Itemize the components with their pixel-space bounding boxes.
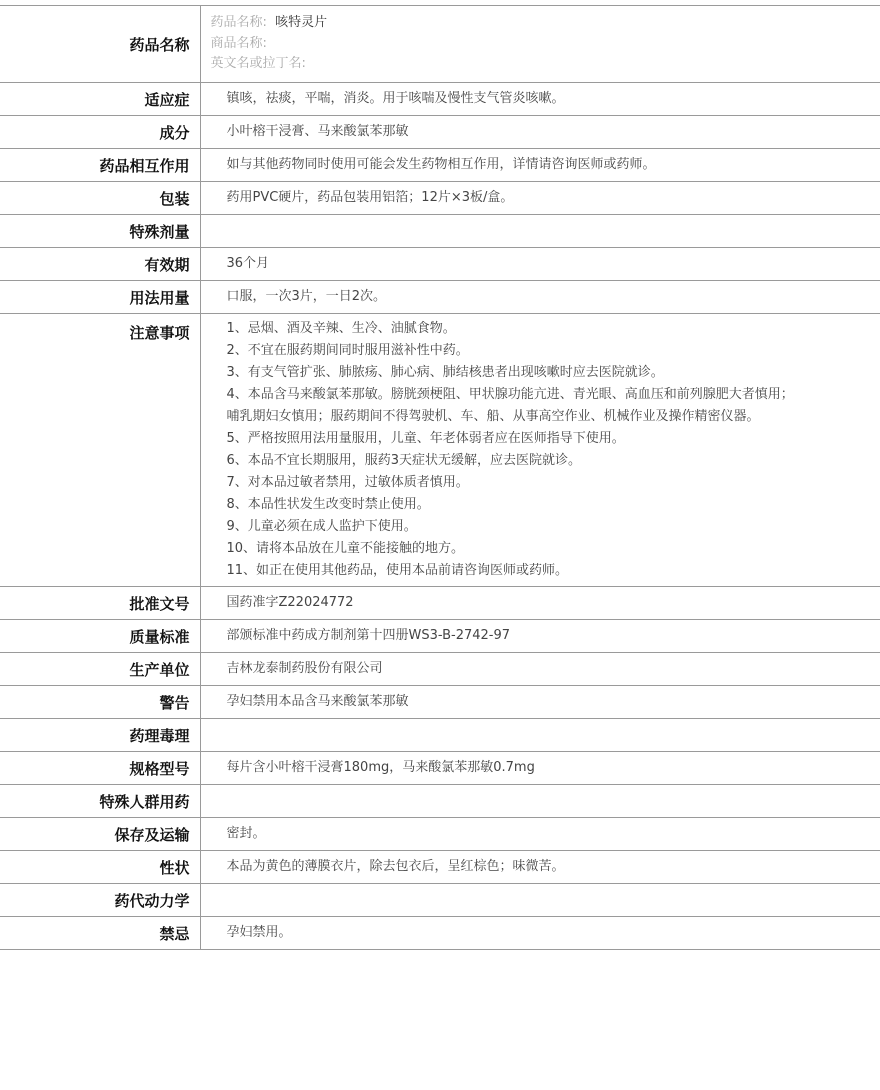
row-warning (0, 686, 880, 719)
english-name-line (211, 54, 880, 75)
precaution-item: 5、严格按照用法用量服用，儿童、年老体弱者应在医师指导下使用。 (226, 431, 625, 446)
label-approval: 批准文号 (0, 587, 200, 620)
value-toxicology (200, 719, 880, 752)
value-name-block (200, 6, 880, 83)
label-usage: 用法用量 (0, 281, 200, 314)
value-package: 药用PVC硬片，药品包装用铝箔；12片×3板/盒。 (200, 182, 880, 215)
label-contraindications: 禁忌 (0, 917, 200, 950)
english-name-caption: 英文名或拉丁名: (210, 56, 306, 72)
value-indication: 镇咳，祛痰，平喘，消炎。用于咳喘及慢性支气管炎咳嗽。 (200, 83, 880, 116)
precaution-item: 3、有支气管扩张、肺脓疡、肺心病、肺结核患者出现咳嗽时应去医院就诊。 (226, 365, 664, 380)
value-usage: 口服，一次3片，一日2次。 (200, 281, 880, 314)
value-standard: 部颁标准中药成方制剂第十四册WS3-B-2742-97 (200, 620, 880, 653)
label-manufacturer: 生产单位 (0, 653, 200, 686)
value-contraindications: 孕妇禁用。 (200, 917, 880, 950)
trade-name-line (211, 34, 880, 55)
row-validity (0, 248, 880, 281)
label-storage: 保存及运输 (0, 818, 200, 851)
drug-name-caption: 药品名称: (210, 15, 267, 31)
value-precautions (200, 314, 880, 587)
label-drug-name: 药品名称 (0, 6, 200, 83)
row-standard (0, 620, 880, 653)
row-package (0, 182, 880, 215)
value-manufacturer: 吉林龙泰制药股份有限公司 (200, 653, 880, 686)
label-pharmacokinetics: 药代动力学 (0, 884, 200, 917)
precaution-item: 10、请将本品放在儿童不能接触的地方。 (226, 541, 465, 556)
row-pharmacokinetics (0, 884, 880, 917)
value-warning: 孕妇禁用本品含马来酸氯苯那敏 (200, 686, 880, 719)
value-ingredients: 小叶榕干浸膏、马来酸氯苯那敏 (200, 116, 880, 149)
label-specification: 规格型号 (0, 752, 200, 785)
value-storage: 密封。 (200, 818, 880, 851)
value-validity: 36个月 (200, 248, 880, 281)
value-approval: 国药准字Z22024772 (200, 587, 880, 620)
precaution-item: 8、本品性状发生改变时禁止使用。 (226, 497, 430, 512)
label-warning: 警告 (0, 686, 200, 719)
precaution-item: 4、本品含马来酸氯苯那敏。膀胱颈梗阻、甲状腺功能亢进、青光眼、高血压和前列腺肥大者慎用；哺乳期妇女慎用；服药期间不得驾驶机、车、船、从事高空作业、机械作业及操作精密仪器。 (226, 387, 794, 424)
row-storage (0, 818, 880, 851)
row-contraindications (0, 917, 880, 950)
row-ingredients (0, 116, 880, 149)
label-precautions: 注意事项 (0, 314, 200, 587)
row-manufacturer (0, 653, 880, 686)
value-interaction: 如与其他药物同时使用可能会发生药物相互作用，详情请咨询医师或药师。 (200, 149, 880, 182)
row-indication (0, 83, 880, 116)
value-specification: 每片含小叶榕干浸膏180mg，马来酸氯苯那敏0.7mg (200, 752, 880, 785)
row-appearance (0, 851, 880, 884)
trade-name-caption: 商品名称: (210, 35, 267, 51)
row-precautions (0, 314, 880, 587)
value-pharmacokinetics (200, 884, 880, 917)
label-appearance: 性状 (0, 851, 200, 884)
row-interaction (0, 149, 880, 182)
label-special-dosage: 特殊剂量 (0, 215, 200, 248)
precaution-item: 9、儿童必须在成人监护下使用。 (226, 519, 417, 534)
label-validity: 有效期 (0, 248, 200, 281)
precaution-item: 2、不宜在服药期间同时服用滋补性中药。 (226, 343, 469, 358)
label-indication: 适应症 (0, 83, 200, 116)
label-ingredients: 成分 (0, 116, 200, 149)
drug-name-value: 咳特灵片 (275, 15, 328, 31)
drug-info-table (0, 5, 880, 950)
row-special-dosage (0, 215, 880, 248)
row-toxicology (0, 719, 880, 752)
label-package: 包装 (0, 182, 200, 215)
value-special-groups (200, 785, 880, 818)
drug-name-line (211, 13, 880, 34)
row-special-groups (0, 785, 880, 818)
precaution-item: 11、如正在使用其他药品，使用本品前请咨询医师或药师。 (226, 563, 569, 578)
row-approval (0, 587, 880, 620)
label-special-groups: 特殊人群用药 (0, 785, 200, 818)
row-specification (0, 752, 880, 785)
label-interaction: 药品相互作用 (0, 149, 200, 182)
label-toxicology: 药理毒理 (0, 719, 200, 752)
precaution-item: 6、本品不宜长期服用，服药3天症状无缓解，应去医院就诊。 (226, 453, 582, 468)
value-special-dosage (200, 215, 880, 248)
precaution-item: 1、忌烟、酒及辛辣、生冷、油腻食物。 (226, 321, 456, 336)
label-standard: 质量标准 (0, 620, 200, 653)
value-appearance: 本品为黄色的薄膜衣片，除去包衣后，呈红棕色；味微苦。 (200, 851, 880, 884)
row-drug-name (0, 6, 880, 83)
precaution-item: 7、对本品过敏者禁用，过敏体质者慎用。 (226, 475, 469, 490)
row-usage (0, 281, 880, 314)
